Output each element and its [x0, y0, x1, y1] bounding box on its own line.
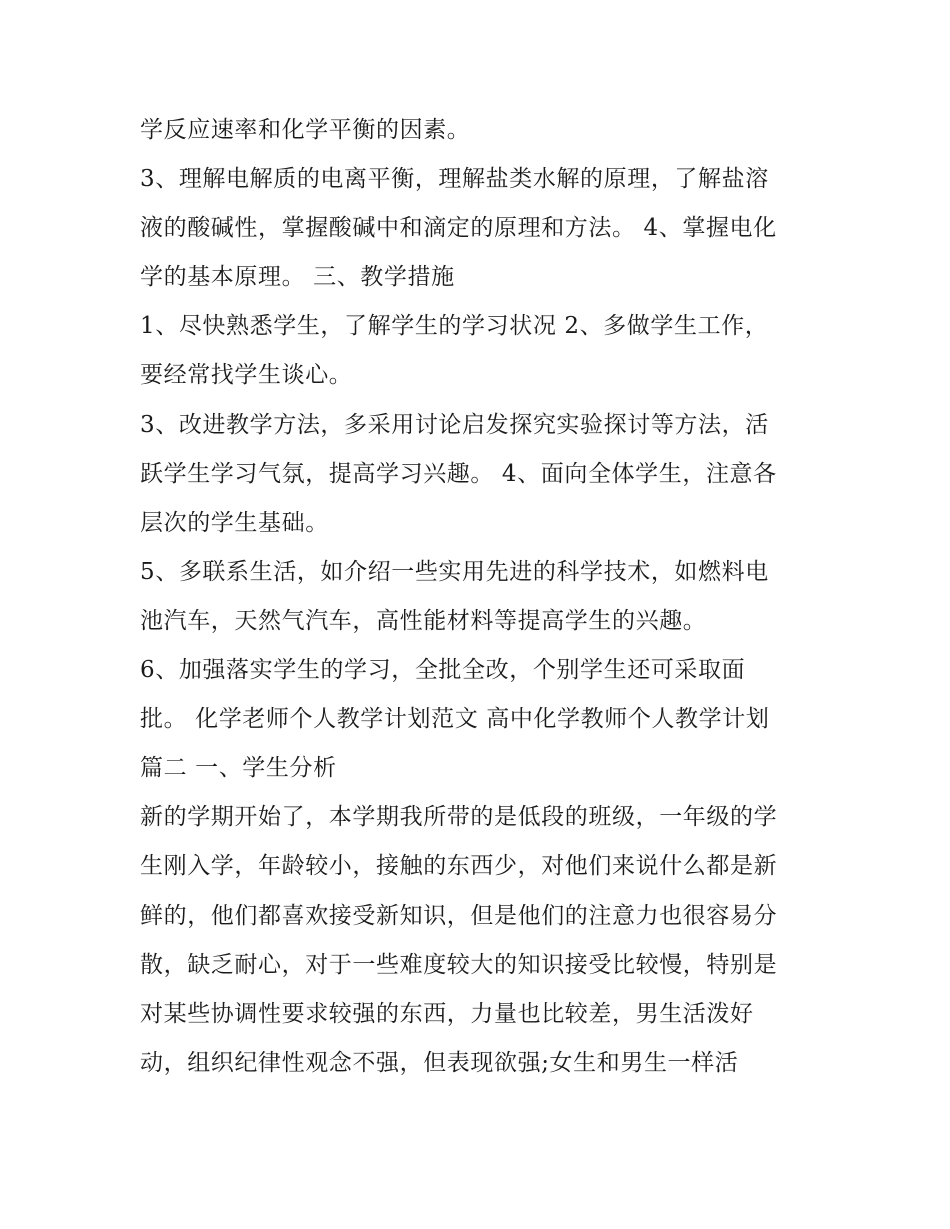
- text-line: 池汽车，天然气汽车，高性能材料等提高学生的兴趣。: [140, 607, 707, 634]
- text-line: 批。 化学老师个人教学计划范文 高中化学教师个人教学计划: [140, 706, 770, 733]
- text-line: 3、理解电解质的电离平衡，理解盐类水解的原理，了解盐溶: [140, 166, 769, 193]
- text-line: 新的学期开始了，本学期我所带的是低段的班级，一年级的学: [140, 804, 778, 831]
- text-line: 1、尽快熟悉学生，了解学生的学习状况 2、多做学生工作，: [140, 313, 769, 340]
- text-line: 动，组织纪律性观念不强，但表现欲强;女生和男生一样活: [140, 1049, 739, 1076]
- text-line: 散，缺乏耐心，对于一些难度较大的知识接受比较慢，特别是: [140, 951, 778, 978]
- text-line: 液的酸碱性，掌握酸碱中和滴定的原理和方法。 4、掌握电化: [140, 215, 777, 242]
- document-body: [140, 106, 820, 1088]
- text-line: 鲜的，他们都喜欢接受新知识，但是他们的注意力也很容易分: [140, 902, 778, 929]
- text-line: 3、改进教学方法，多采用讨论启发探究实验探讨等方法，活: [140, 411, 769, 438]
- text-line: 对某些协调性要求较强的东西，力量也比较差，男生活泼好: [140, 1000, 754, 1027]
- text-line: 生刚入学，年龄较小，接触的东西少，对他们来说什么都是新: [140, 853, 778, 880]
- text-line: 跃学生学习气氛，提高学习兴趣。 4、面向全体学生，注意各: [140, 460, 777, 487]
- text-line: 层次的学生基础。: [140, 509, 329, 536]
- text-line: 学反应速率和化学平衡的因素。: [140, 117, 471, 143]
- text-line: 篇二 一、学生分析: [140, 755, 337, 782]
- text-line: 6、加强落实学生的学习，全批全改，个别学生还可采取面: [140, 657, 746, 684]
- text-line: 5、多联系生活，如介绍一些实用先进的科学技术，如燃料电: [140, 558, 769, 585]
- text-line: 要经常找学生谈心。: [140, 362, 353, 389]
- text-line: 学的基本原理。 三、教学措施: [140, 264, 455, 291]
